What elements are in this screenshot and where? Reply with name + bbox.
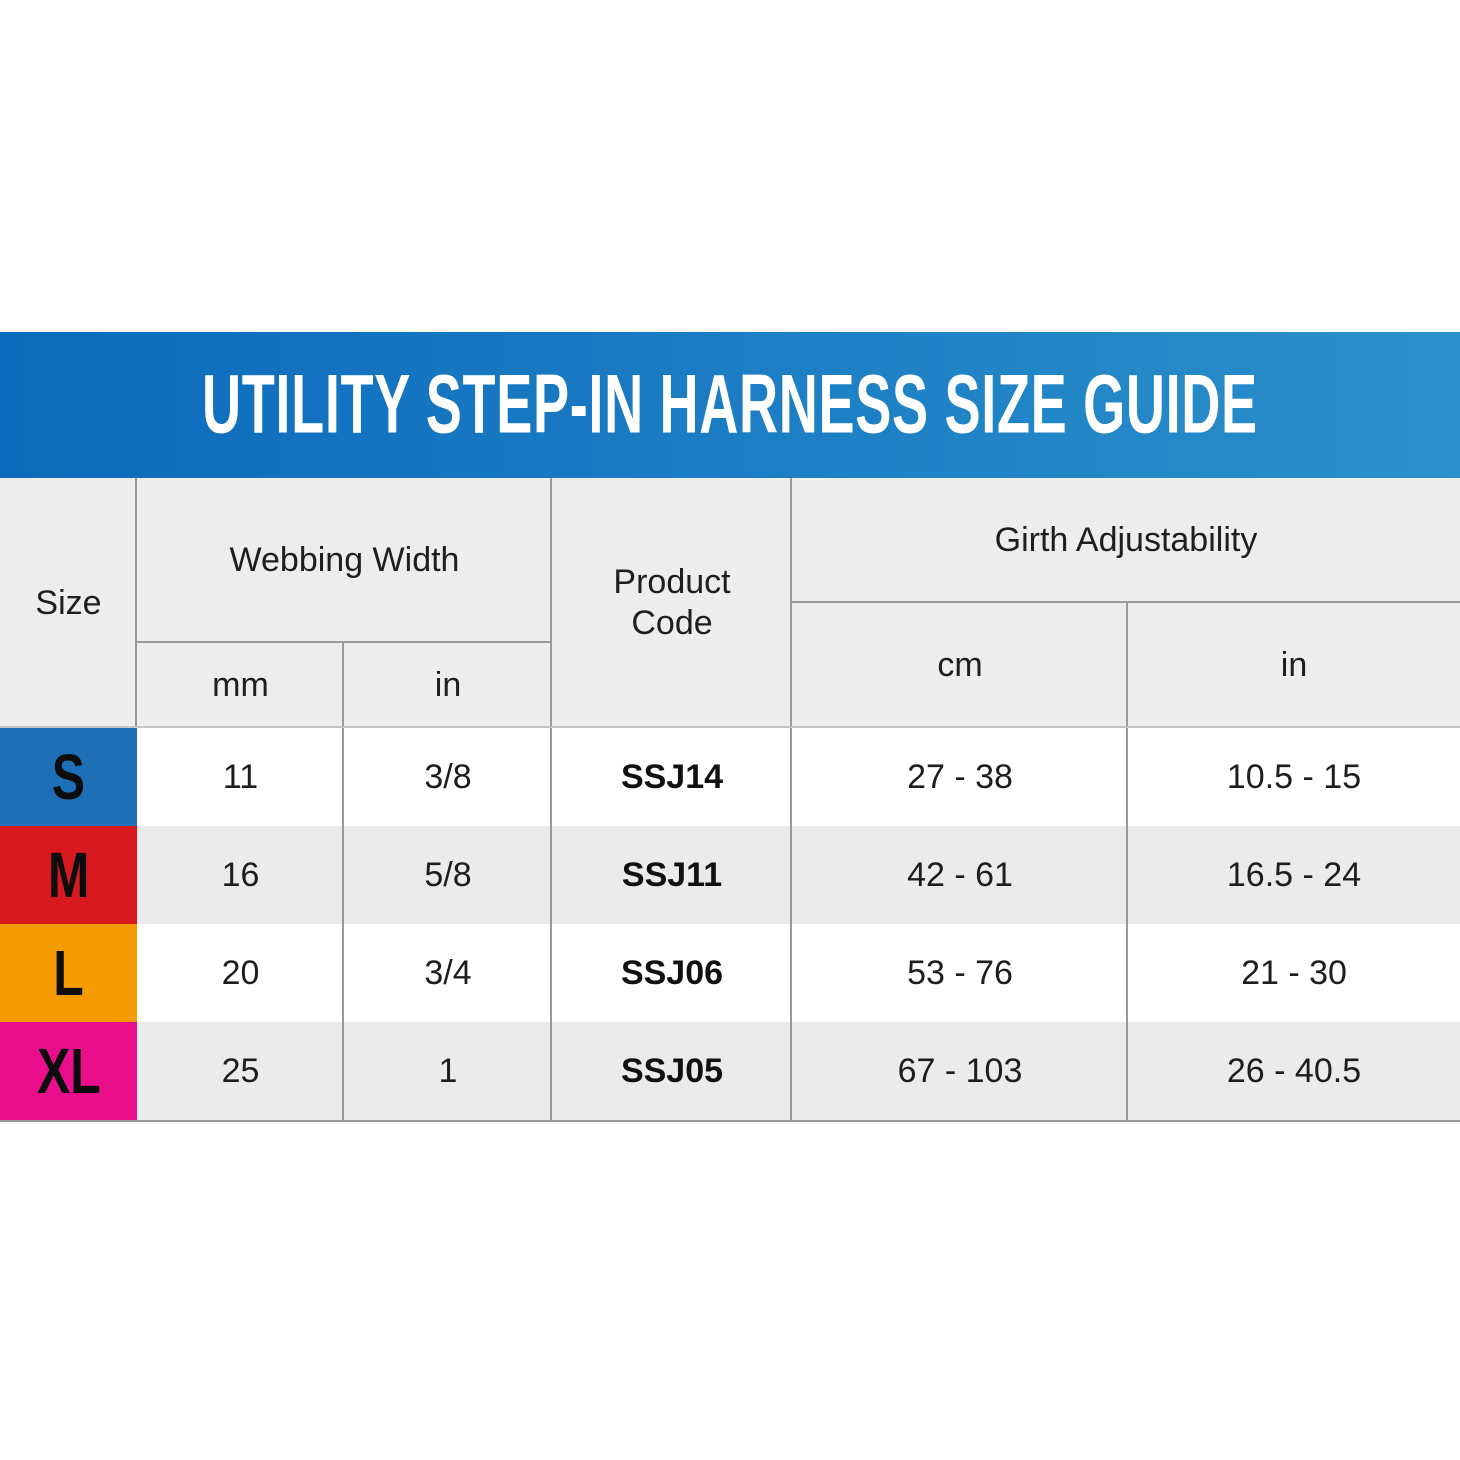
- column-header-product-code-label: Product Code: [613, 563, 731, 642]
- size-badge-l: [0, 924, 137, 1022]
- cell-xl-webbing-in: 1: [438, 1051, 458, 1090]
- subheader-webbing-in: [344, 643, 552, 728]
- cell-s-girth-cm: 27 - 38: [907, 757, 1013, 796]
- cell-m-girth-in: 16.5 - 24: [1226, 855, 1362, 894]
- column-header-webbing-width-label: Webbing Width: [229, 541, 460, 579]
- subheader-girth-cm: [792, 603, 1128, 728]
- cell-xl-webbing-mm: 25: [221, 1051, 260, 1090]
- subheader-girth-in: [1128, 603, 1460, 728]
- subheader-girth-in-label: in: [1280, 646, 1308, 684]
- grid-line-vertical-webbing-mm-in: [342, 643, 344, 1122]
- cell-l-girth-cm: 53 - 76: [907, 953, 1013, 992]
- size-badge-s: [0, 728, 137, 826]
- cell-m-product-code: SSJ11: [621, 855, 723, 894]
- cell-l-webbing-in: 3/4: [424, 953, 472, 992]
- cell-s-webbing-mm: 11: [222, 757, 259, 796]
- grid-line-header-body-divider: [0, 726, 1460, 728]
- grid-line-vertical-code-girth: [790, 478, 792, 1122]
- size-badge-s-label: S: [51, 741, 86, 813]
- title-banner: [0, 332, 1460, 478]
- cell-xl-girth-cm: 67 - 103: [897, 1051, 1023, 1090]
- subheader-webbing-mm-label: mm: [212, 666, 269, 704]
- cell-s-webbing-in: 3/8: [424, 757, 472, 796]
- subheader-webbing-in-label: in: [434, 666, 462, 704]
- cell-l-girth-in: 21 - 30: [1241, 953, 1347, 992]
- grid-line-under-webbing-header: [137, 641, 552, 643]
- grid-line-vertical-webbing-code: [550, 478, 552, 1122]
- size-badge-xl: [0, 1022, 137, 1120]
- cell-l-product-code: SSJ06: [620, 953, 724, 992]
- size-badge-m: [0, 826, 137, 924]
- grid-line-under-girth-header: [792, 601, 1460, 603]
- size-badge-l-label: L: [53, 937, 84, 1009]
- grid-line-vertical-size: [135, 478, 137, 728]
- column-header-product-code: [552, 478, 792, 728]
- cell-m-girth-cm: 42 - 61: [907, 855, 1013, 894]
- cell-xl-girth-in: 26 - 40.5: [1226, 1051, 1362, 1090]
- subheader-girth-cm-label: cm: [937, 646, 983, 684]
- page-title: UTILITY STEP-IN HARNESS SIZE GUIDE: [202, 358, 1258, 451]
- cell-m-webbing-mm: 16: [221, 855, 260, 894]
- cell-s-girth-in: 10.5 - 15: [1226, 757, 1362, 796]
- column-header-size-label: Size: [35, 583, 102, 622]
- cell-m-webbing-in: 5/8: [424, 855, 472, 894]
- cell-xl-product-code: SSJ05: [620, 1051, 724, 1090]
- cell-s-product-code: SSJ14: [620, 757, 724, 796]
- grid-line-vertical-girth-cm-in: [1126, 603, 1128, 1122]
- size-badge-xl-label: XL: [36, 1035, 101, 1107]
- subheader-webbing-mm: [137, 643, 344, 728]
- grid-line-table-bottom: [0, 1120, 1460, 1122]
- cell-l-webbing-mm: 20: [221, 953, 260, 992]
- size-badge-m-label: M: [47, 839, 90, 911]
- column-header-girth-adjustability: [792, 478, 1460, 603]
- column-header-size: [0, 478, 137, 728]
- column-header-girth-adjustability-label: Girth Adjustability: [994, 521, 1258, 559]
- column-header-webbing-width: [137, 478, 552, 643]
